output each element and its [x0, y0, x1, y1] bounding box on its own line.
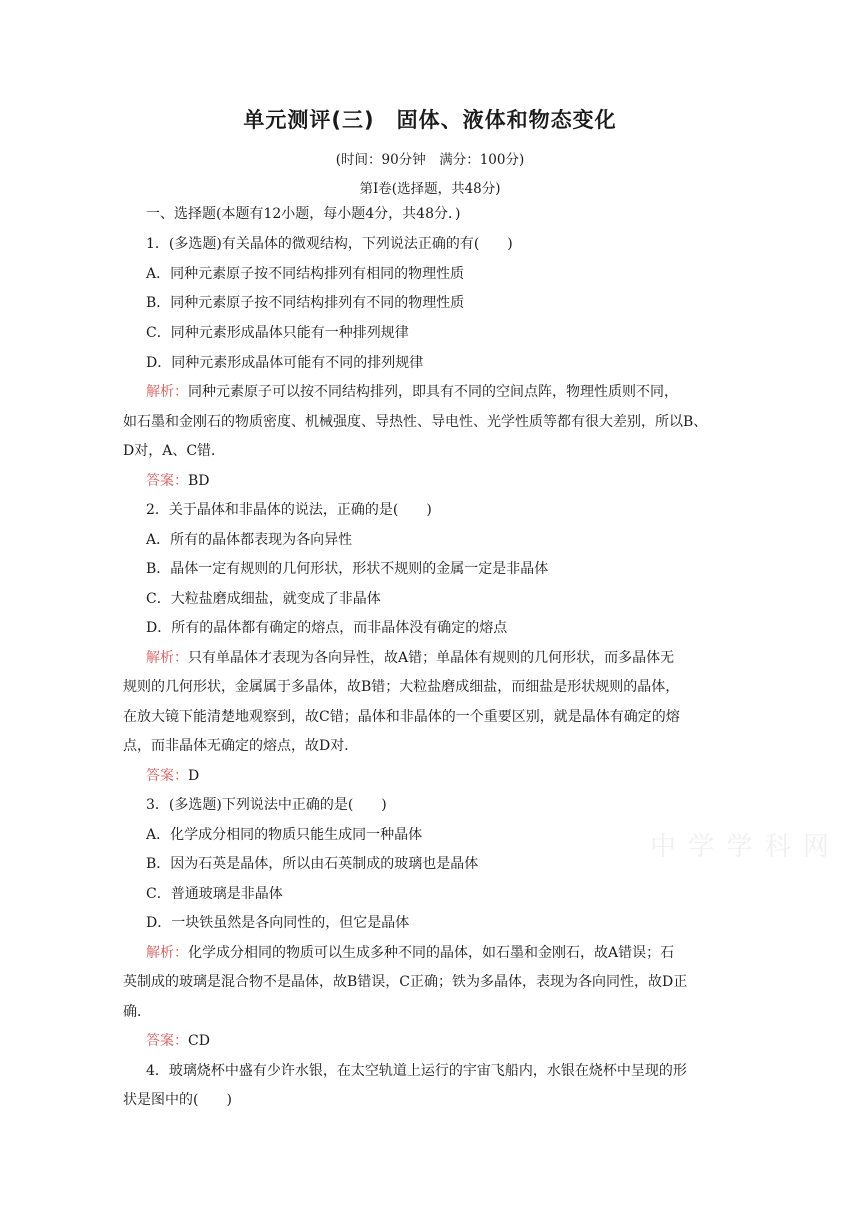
q4-stem-line-2: 状是图中的( ): [123, 1092, 232, 1108]
q3-stem: 3．(多选题)下列说法中正确的是( ): [146, 797, 387, 813]
q3-analysis-line-1: 解析：化学成分相同的物质可以生成多种不同的晶体，如石墨和金刚石，故A错误；石: [146, 945, 675, 961]
analysis-label: 解析：: [146, 650, 188, 666]
q1-analysis-line-3: D对，A、C错．: [123, 443, 226, 459]
q1-option-a: A．同种元素原子按不同结构排列有相同的物理性质: [146, 266, 465, 282]
section-heading: 一、选择题(本题有12小题，每小题4分，共48分．): [146, 206, 461, 222]
watermark: 中 学 学 科 网: [650, 832, 832, 862]
q2-option-c: C．大粒盐磨成细盐，就变成了非晶体: [146, 591, 381, 607]
q3-option-b: B．因为石英是晶体，所以由石英制成的玻璃也是晶体: [146, 856, 479, 872]
q3-analysis-line-3: 确．: [123, 1004, 151, 1020]
page-title: 单元测评(三) 固体、液体和物态变化: [243, 108, 617, 132]
q2-option-d: D．所有的晶体都有确定的熔点，而非晶体没有确定的熔点: [146, 620, 508, 636]
q3-analysis-line-2: 英制成的玻璃是混合物不是晶体，故B错误，C正确；铁为多晶体，表现为各向同性，故D正: [123, 974, 688, 990]
q1-option-c: C．同种元素形成晶体只能有一种排列规律: [146, 325, 409, 341]
q1-option-d: D．同种元素形成晶体可能有不同的排列规律: [146, 355, 424, 371]
q1-stem: 1．(多选题)有关晶体的微观结构，下列说法正确的有( ): [146, 236, 513, 252]
analysis-label: 解析：: [146, 945, 188, 961]
q1-analysis-line-1: 解析：同种元素原子可以按不同结构排列，即具有不同的空间点阵，物理性质则不同，: [146, 384, 678, 400]
q2-option-a: A．所有的晶体都表现为各向异性: [146, 532, 353, 548]
answer-label: 答案：: [146, 1033, 188, 1049]
q2-analysis-line-2: 规则的几何形状，金属属于多晶体，故B错；大粒盐磨成细盐，而细盐是形状规则的晶体，: [123, 679, 680, 695]
answer-label: 答案：: [146, 768, 188, 784]
analysis-label: 解析：: [146, 384, 188, 400]
q2-analysis-line-3: 在放大镜下能清楚地观察到，故C错；晶体和非晶体的一个重要区别，就是晶体有确定的熔: [123, 709, 680, 725]
q2-analysis-line-4: 点，而非晶体无确定的熔点，故D对．: [123, 738, 359, 754]
q4-stem-line-1: 4．玻璃烧杯中盛有少许水银，在太空轨道上运行的宇宙飞船内，水银在烧杯中呈现的形: [146, 1063, 687, 1079]
q3-option-d: D．一块铁虽然是各向同性的，但它是晶体: [146, 915, 410, 931]
q3-option-a: A．化学成分相同的物质只能生成同一种晶体: [146, 827, 423, 843]
q2-analysis-line-1: 解析：只有单晶体才表现为各向异性，故A错；单晶体有规则的几何形状，而多晶体无: [146, 650, 675, 666]
exam-info: (时间：90分钟 满分：100分): [335, 152, 525, 168]
q1-analysis-line-2: 如石墨和金刚石的物质密度、机械强度、导热性、导电性、光学性质等都有很大差别，所以B、: [123, 414, 708, 430]
q3-answer: 答案：CD: [146, 1033, 210, 1049]
q2-stem: 2．关于晶体和非晶体的说法，正确的是( ): [146, 502, 432, 518]
q2-answer: 答案：D: [146, 768, 200, 784]
q2-option-b: B．晶体一定有规则的几何形状，形状不规则的金属一定是非晶体: [146, 561, 549, 577]
q3-option-c: C．普通玻璃是非晶体: [146, 886, 283, 902]
answer-label: 答案：: [146, 473, 188, 489]
volume-heading: 第Ⅰ卷(选择题，共48分): [359, 181, 501, 197]
q1-answer: 答案：BD: [146, 473, 210, 489]
q1-option-b: B．同种元素原子按不同结构排列有不同的物理性质: [146, 295, 465, 311]
